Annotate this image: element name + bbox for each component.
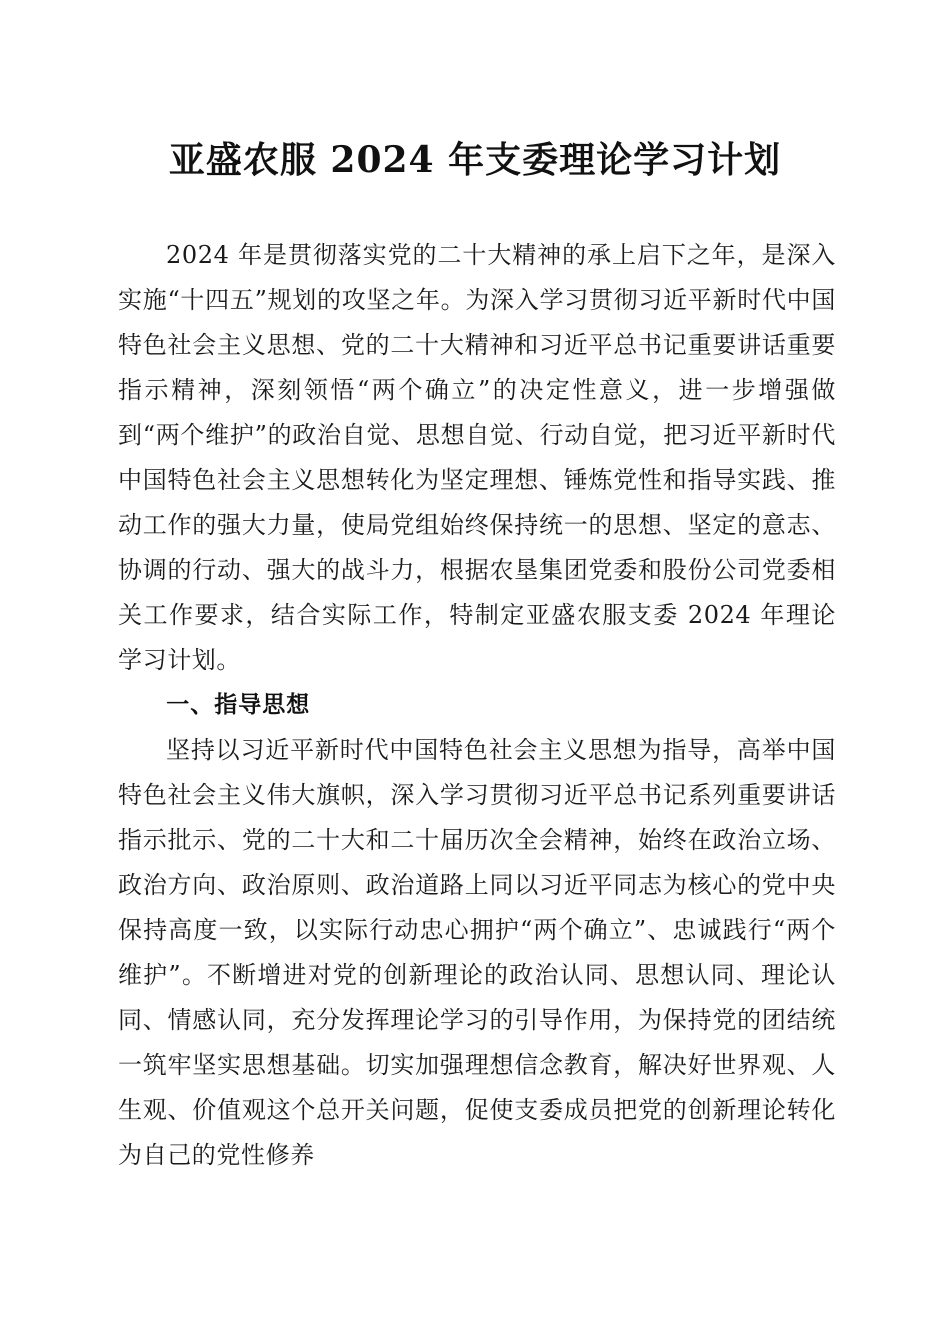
section-heading-guiding-ideology: 一、指导思想: [166, 692, 311, 718]
intro-paragraph: 2024 年是贯彻落实党的二十大精神的承上启下之年，是深入实施“十四五”规划的攻坚之年。为深入学习贯彻习近平新时代中国特色社会主义思想、党的二十大精神和习近平总书记重要讲话重要指示精神，深刻领悟“两个确立”的决定性意义，进一步增强做到“两个维护”的政治自觉、思想自觉、行动自觉，把习近平新时代中国特色社会主义思想转化为坚定理想、锤炼党性和指导实践、推动工作的强大力量，使局党组始终保持统一的思想、坚定的意志、协调的行动、强大的战斗力，根据农垦集团党委和股份公司党委相关工作要求，结合实际工作，特制定亚盛农服支委 2024 年理论学习计划。: [118, 241, 836, 674]
document-title: 亚盛农服 2024 年支委理论学习计划: [168, 139, 782, 181]
section-paragraph-guiding-ideology: 坚持以习近平新时代中国特色社会主义思想为指导，高举中国特色社会主义伟大旗帜，深入学习贯彻习近平总书记系列重要讲话指示批示、党的二十大和二十届历次全会精神，始终在政治立场、政治方向、政治原则、政治道路上同以习近平同志为核心的党中央保持高度一致，以实际行动忠心拥护“两个确立”、忠诚践行“两个维护”。不断增进对党的创新理论的政治认同、思想认同、理论认同、情感认同，充分发挥理论学习的引导作用，为保持党的团结统一筑牢坚实思想基础。切实加强理想信念教育，解决好世界观、人生观、价值观这个总开关问题，促使支委成员把党的创新理论转化为自己的党性修养: [118, 736, 836, 1169]
document-body: [118, 233, 836, 1178]
